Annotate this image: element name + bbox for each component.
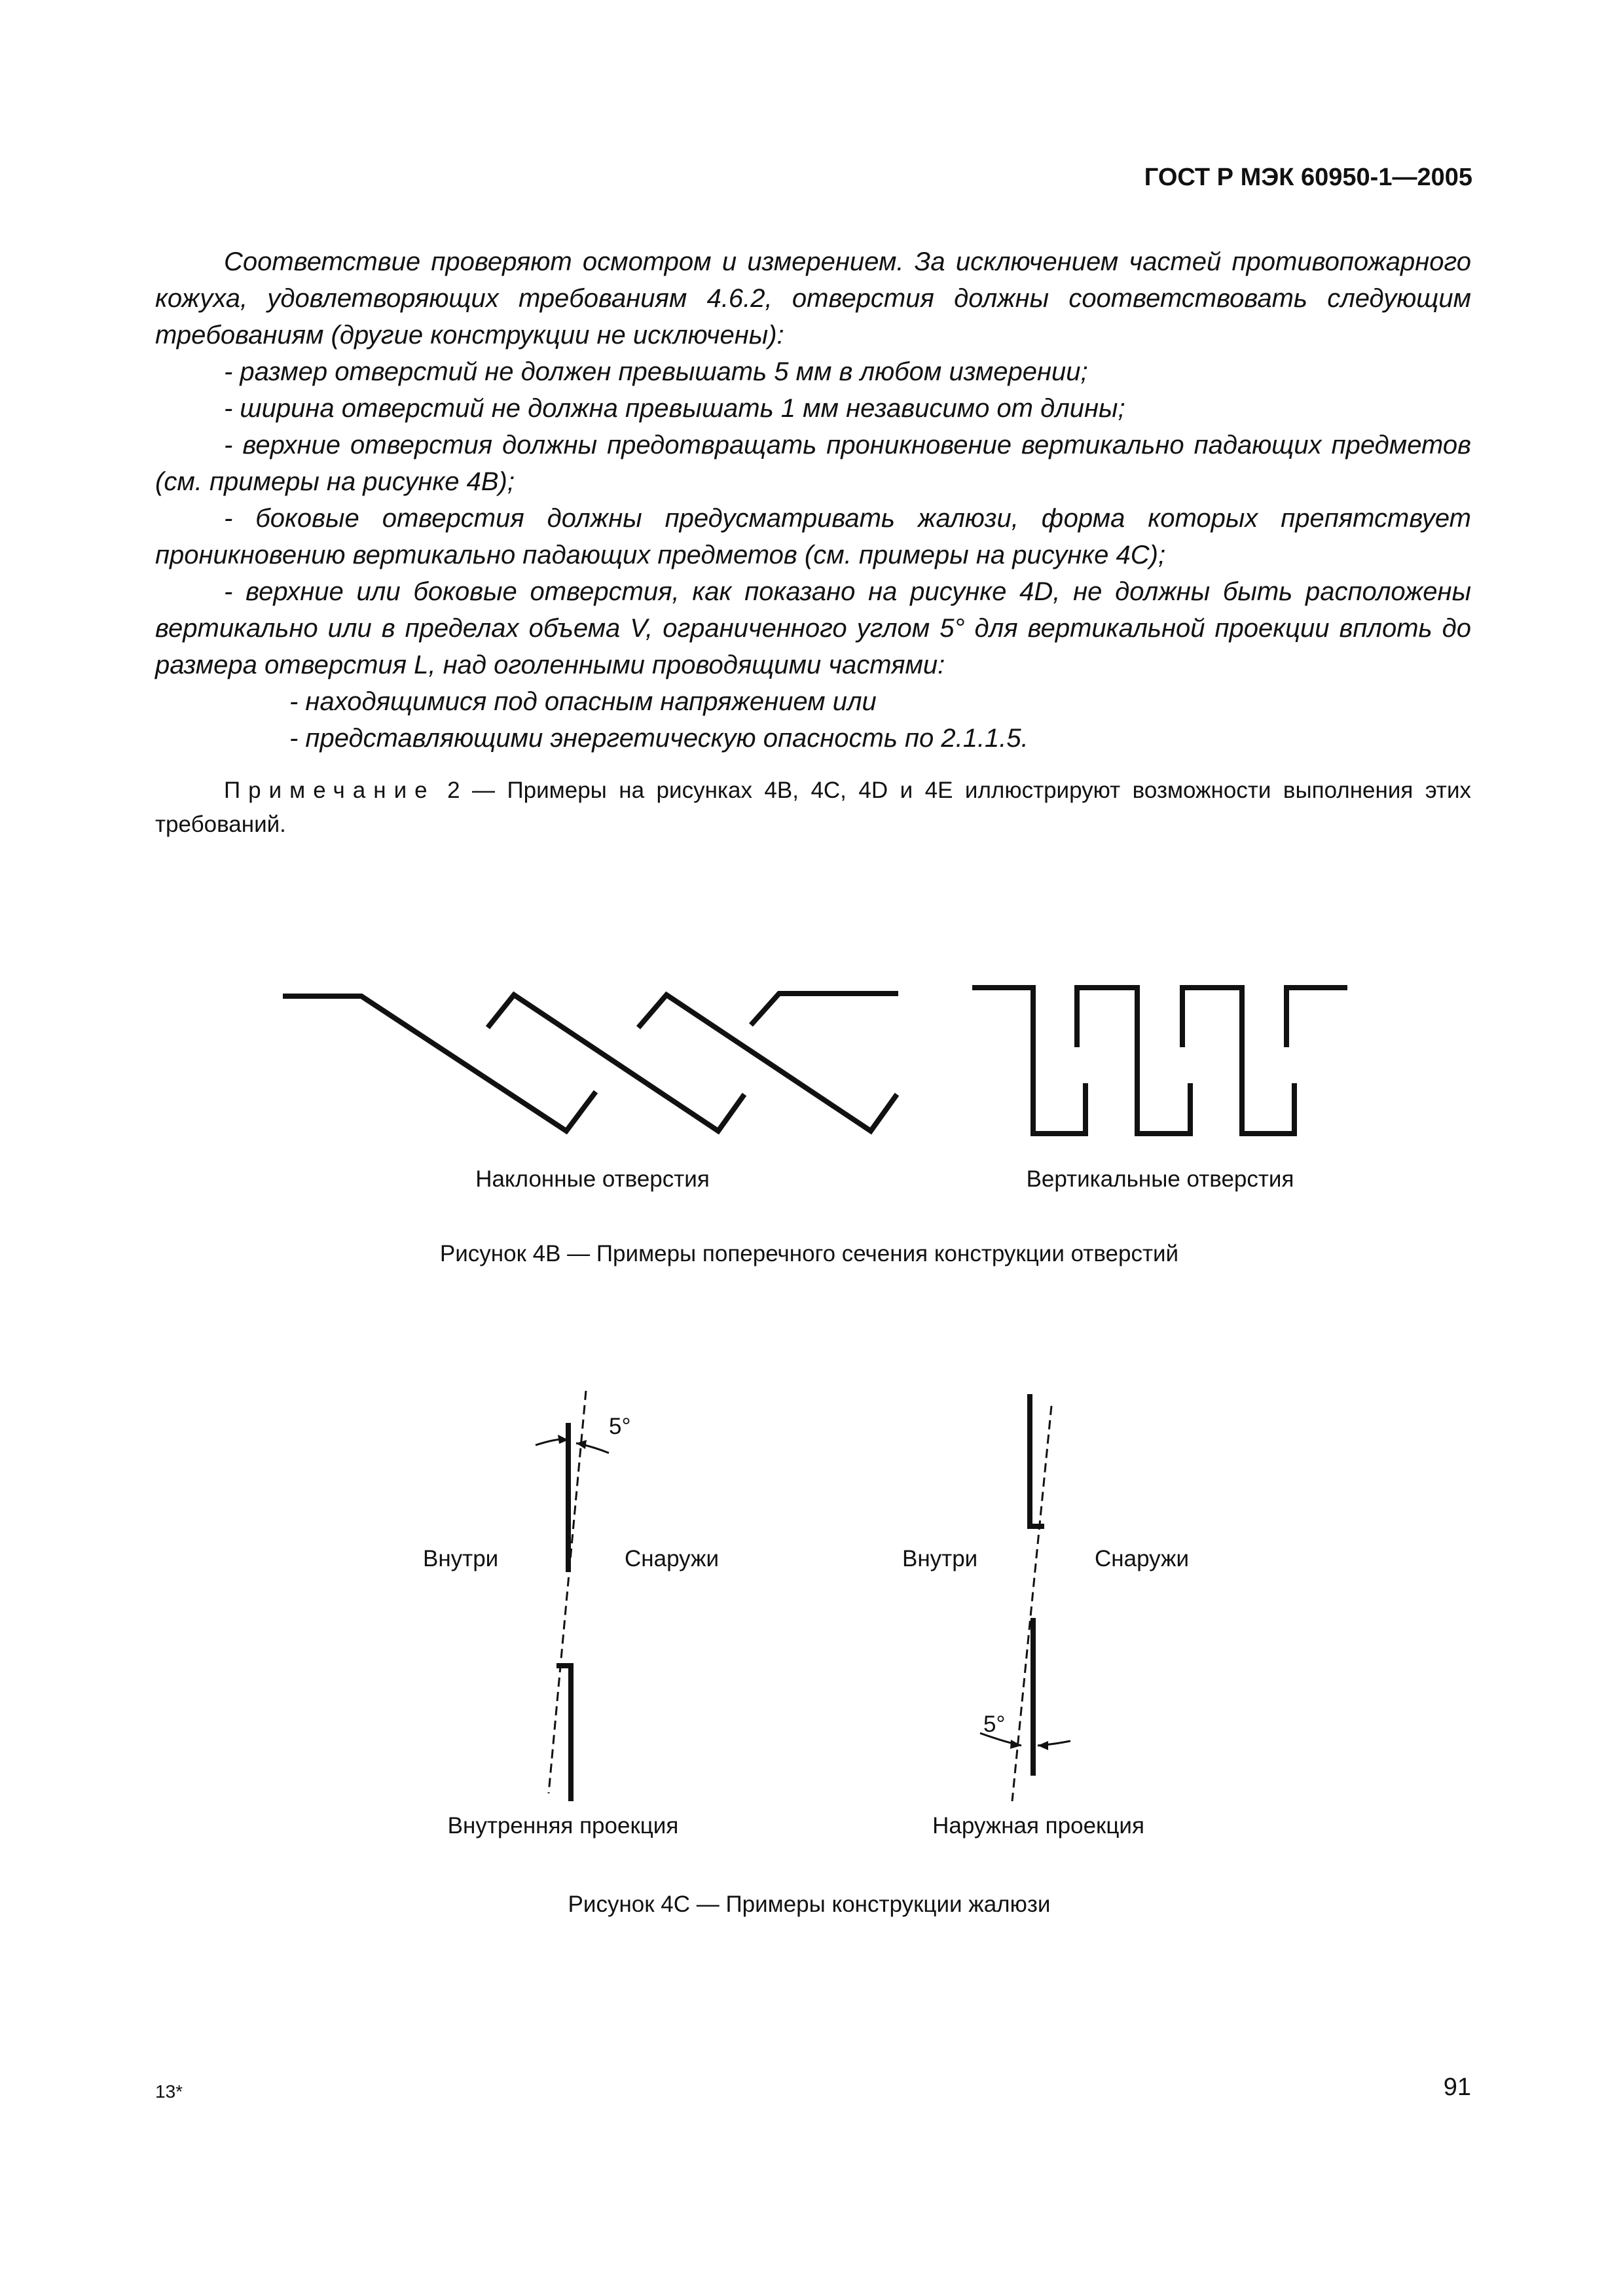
inside-label-left: Внутри <box>423 1546 499 1571</box>
vertical-baffle <box>1077 988 1190 1134</box>
angle-label-inner: 5° <box>609 1414 631 1439</box>
inner-projection-label: Внутренняя проекция <box>447 1813 679 1839</box>
outside-label-right: Снаружи <box>1095 1546 1189 1571</box>
vertical-openings-label: Вертикальные отверстия <box>1026 1166 1294 1192</box>
figure-4c-caption: Рисунок 4С — Примеры конструкции жалюзи <box>568 1892 1051 1917</box>
list-item: - верхние или боковые отверстия, как показано на рисунке 4D, не должны быть расположены вертикально или в пределах объема V, ограниченного углом 5° для вертикальной проекции вплоть до размера отверстия L, над оголенными проводящими частями: <box>155 577 1471 679</box>
note-text: 2 — Примеры на рисунках 4В, 4С, 4D и 4Е иллюстрируют возможности выполнения этих требований. <box>155 778 1471 837</box>
page-number: 91 <box>1443 2073 1471 2101</box>
slanted-louver-2 <box>488 995 744 1131</box>
angle-label-outer: 5° <box>983 1712 1006 1737</box>
slanted-louver-4 <box>751 994 898 1025</box>
figure-4b-caption: Рисунок 4В — Примеры поперечного сечения конструкции отверстий <box>439 1241 1179 1266</box>
outer-projection-label: Наружная проекция <box>932 1813 1144 1839</box>
slanted-openings-diagram <box>283 994 898 1131</box>
outside-label-left: Снаружи <box>625 1546 719 1571</box>
slanted-openings-label: Наклонные отверстия <box>475 1166 710 1192</box>
note-label: Примечание <box>224 778 435 803</box>
sheet-mark: 13* <box>155 2081 183 2102</box>
vertical-baffle <box>1286 988 1347 1047</box>
outer-projection-diagram <box>1030 1394 1044 1776</box>
inside-label-right: Внутри <box>902 1546 978 1571</box>
list-item: - ширина отверстий не должна превышать 1 мм независимо от длины; <box>224 394 1125 423</box>
vertical-baffle <box>972 988 1085 1134</box>
vertical-openings-diagram <box>972 988 1347 1134</box>
list-item: - боковые отверстия должны предусматривать жалюзи, форма которых препятствует проникновению вертикально падающих предметов (см. примеры на рисунке 4С); <box>155 504 1471 569</box>
sub-list-item: - находящимися под опасным напряжением или <box>289 687 877 716</box>
paragraph: Соответствие проверяют осмотром и измерением. За исключением частей противопожарного кожуха, удовлетворяющих требованиям 4.6.2, отверстия должны соответствовать следующим требованиям (другие конструкции не исключены): <box>155 247 1471 350</box>
document-header: ГОСТ Р МЭК 60950-1—2005 <box>1144 164 1472 191</box>
list-item: - верхние отверстия должны предотвращать проникновение вертикально падающих предметов (см. примеры на рисунке 4В); <box>155 431 1471 496</box>
list-item: - размер отверстий не должен превышать 5 мм в любом измерении; <box>224 357 1088 386</box>
slanted-louver-3 <box>638 995 897 1131</box>
inner-projection-diagram <box>556 1423 571 1801</box>
sub-list-item: - представляющими энергетическую опасность по 2.1.1.5. <box>289 724 1029 753</box>
vertical-baffle <box>1182 988 1294 1134</box>
arrowhead <box>1038 1741 1048 1750</box>
